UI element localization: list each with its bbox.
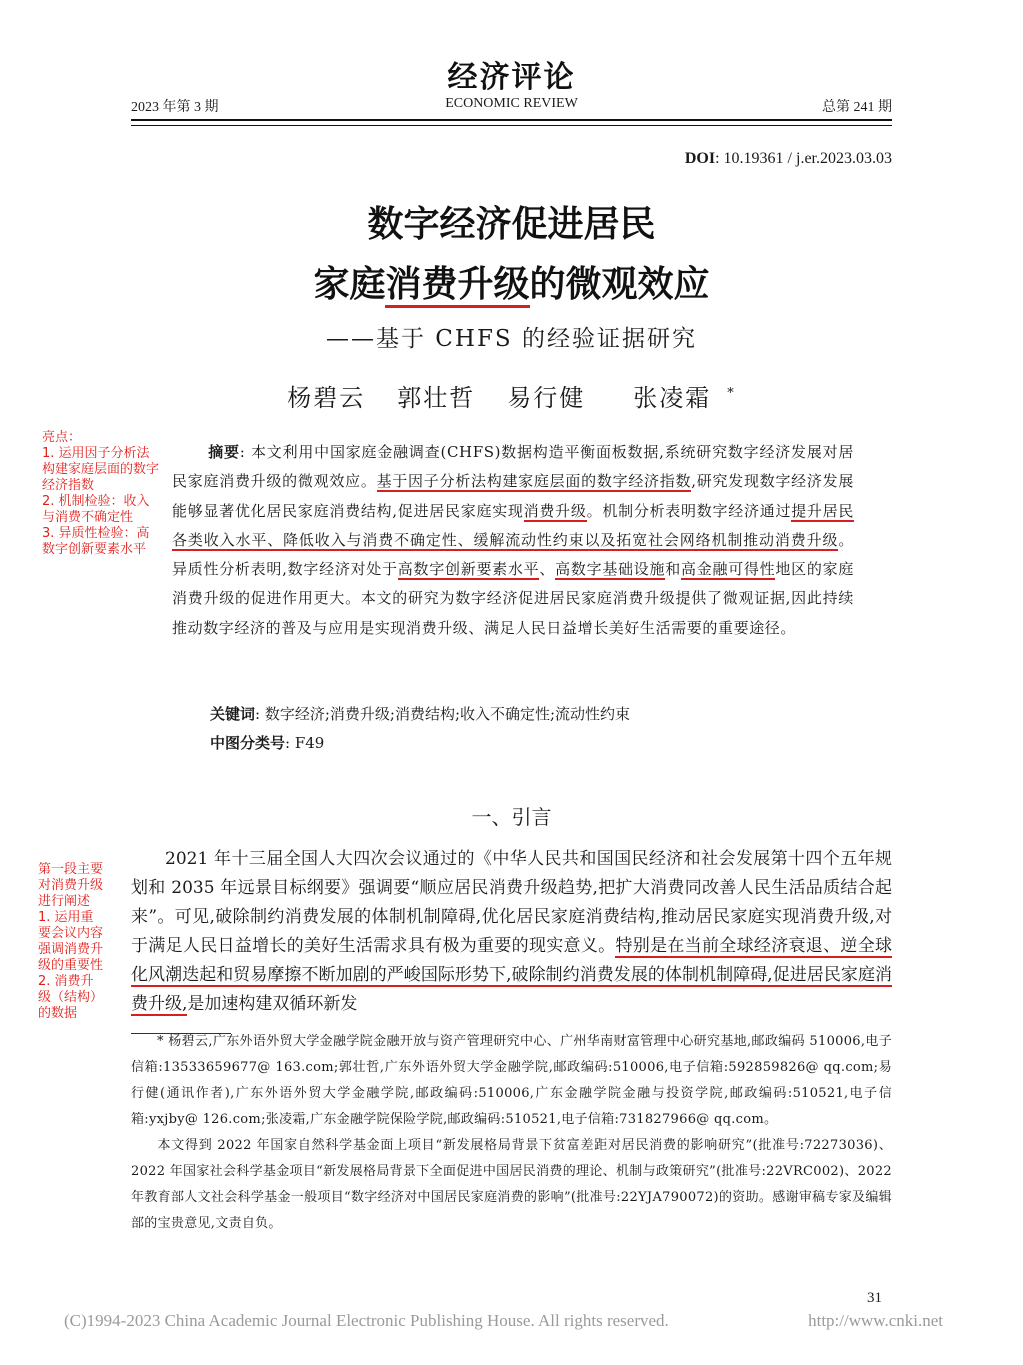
title-line-2 [0, 256, 1023, 307]
footnote-authors [131, 1029, 892, 1133]
title-line-2-pre: 家庭 [313, 264, 386, 305]
copyright-notice: (C)1994-2023 China Academic Journal Electronic Publishing House. All rights reserved. [64, 1311, 669, 1330]
margin-annotation-intro: 第一段主要对消费升级进行阐述 1. 运用重要会议内容强调消费升级的重要性 2. 消费升级（结构）的数据 [38, 862, 104, 1021]
section-title: 一、引言 [471, 805, 552, 829]
total-issue-label: 总第 241 期 [822, 100, 892, 115]
abstract-text: ,研究发现数字经济发展能够显著优化居民家庭消费结构,促进居民家庭实现 [172, 472, 854, 520]
footnote-authors-text: * 杨碧云,广东外语外贸大学金融学院金融开放与资产管理研究中心、广州华南财富管理中心研究基地,邮政编码 510006,电子信箱:13533659677@ 163.com;郭壮哲,广东外语外贸大学金融学院,邮政编码:510006,电子信箱:592859826@ qq.com;易行健(通讯作者),广东外语外贸大学金融学院,邮政编码:510006,广东金融学院金融与投资学院,邮政编码:510521,电子信箱:yxjby@ 126.com;张凌霜,广东金融学院保险学院,邮政编码:510521,电子信箱:731827966@ qq.com。 [131, 1034, 892, 1127]
page-number: 31 [867, 1290, 882, 1306]
abstract-text: 和 [665, 560, 681, 579]
title-highlight: 消费升级 [385, 264, 529, 308]
abstract-underline: 高数字创新要素水平 [397, 560, 540, 579]
author-name-text: 张凌霜 [633, 384, 712, 412]
abstract-underline: 提升居民各类收入水平、降低收入与消费不确定性、缓解流动性约束以及拓宽社会网络机制推动消费升级 [172, 501, 854, 549]
classification-value: : F49 [285, 734, 325, 752]
abstract [172, 438, 854, 643]
author-list [0, 378, 1023, 413]
classification-label: 中图分类号 [210, 734, 286, 752]
title-line-1: 数字经济促进居民 [367, 204, 656, 245]
journal-english-name: ECONOMIC REVIEW [445, 96, 578, 111]
title-line-2-post: 的微观效应 [529, 264, 710, 305]
header-rule-thin [131, 125, 892, 126]
abstract-label: 摘要 [208, 443, 240, 461]
journal-logo: 经济评论 [447, 60, 576, 95]
abstract-text: 、 [539, 560, 556, 579]
margin-annotation-highlights: 亮点： 1. 运用因子分析法构建家庭层面的数字经济指数 2. 机制检验：收入与消费不确定性 3. 异质性检验：高数字创新要素水平 [42, 430, 160, 557]
author-name: 杨碧云 [287, 384, 366, 412]
keywords [210, 703, 630, 724]
intro-underline: 特别是在当前全球经济衰退、逆全球化风潮迭起和贸易摩擦不断加剧的严峻国际形势下,破除制约消费发展的体制机制障碍,促进居民家庭消费升级, [131, 936, 893, 1014]
issue-label: 2023 年第 3 期 [131, 100, 219, 115]
abstract-text: 地区的家庭消费升级的促进作用更大。本文的研究为数字经济促进居民家庭消费升级提供了微观证据,因此持续推动数字经济的普及与应用是实现消费升级、满足人民日益增长美好生活需要的重要途径。 [172, 560, 854, 637]
abstract-text: 。机制分析表明数字经济通过 [586, 501, 792, 520]
header-rule-thick [131, 119, 892, 121]
footnotes [131, 1029, 892, 1237]
author-name [617, 384, 736, 412]
doi [685, 150, 892, 168]
classification [210, 732, 324, 753]
keywords-value: : 数字经济;消费升级;消费结构;收入不确定性;流动性约束 [255, 705, 631, 723]
author-note-mark: * [727, 386, 736, 401]
footnote-funding [131, 1133, 892, 1237]
footnote-funding-text: 本文得到 2022 年国家自然科学基金面上项目“新发展格局背景下贫富差距对居民消费的影响研究”(批准号:72273036)、2022 年国家社会科学基金项目“新发展格局背景下全面促进中国居民消费的理论、机制与政策研究”(批准号:22VRC002)、2022 年教育部人文社会科学基金一般项目“数字经济对中国居民家庭消费的影响”(批准号:22YJA790072)的资助。感谢审稿专家及编辑部的宝贵意见,文责自负。 [131, 1138, 892, 1231]
cnki-url[interactable]: http://www.cnki.net [808, 1311, 943, 1330]
intro-text: 2021 年十三届全国人大四次会议通过的《中华人民共和国国民经济和社会发展第十四个五年规划和 2035 年远景目标纲要》强调要“顺应居民消费升级趋势,把扩大消费同改善人民生活品质结合起来”。可见,破除制约消费发展的体制机制障碍,优化居民家庭消费结构,推动居民家庭实现消费升级,对于满足人民日益增长的美好生活需求具有极为重要的现实意义。 [131, 849, 892, 956]
intro-paragraph [131, 845, 892, 1019]
doi-value: : 10.19361 / j.er.2023.03.03 [715, 150, 892, 167]
abstract-underline: 消费升级 [523, 501, 587, 520]
abstract-underline: 高金融可得性 [681, 560, 776, 579]
subtitle: ——基于 CHFS 的经验证据研究 [326, 326, 697, 352]
abstract-text: : 本文利用中国家庭金融调查(CHFS)数据构造平衡面板数据,系统研究数字经济发展对居民家庭消费升级的微观效应。 [172, 443, 854, 491]
abstract-text: 。异质性分析表明,数字经济对处于 [172, 530, 854, 579]
keywords-label: 关键词 [210, 705, 256, 723]
abstract-underline: 基于因子分析法构建家庭层面的数字经济指数 [376, 472, 692, 491]
author-name: 易行健 [507, 384, 586, 412]
doi-label: DOI [684, 150, 716, 167]
intro-text: 是加速构建双循环新发 [187, 994, 358, 1014]
abstract-underline: 高数字基础设施 [555, 560, 666, 579]
author-name: 郭壮哲 [397, 384, 476, 412]
